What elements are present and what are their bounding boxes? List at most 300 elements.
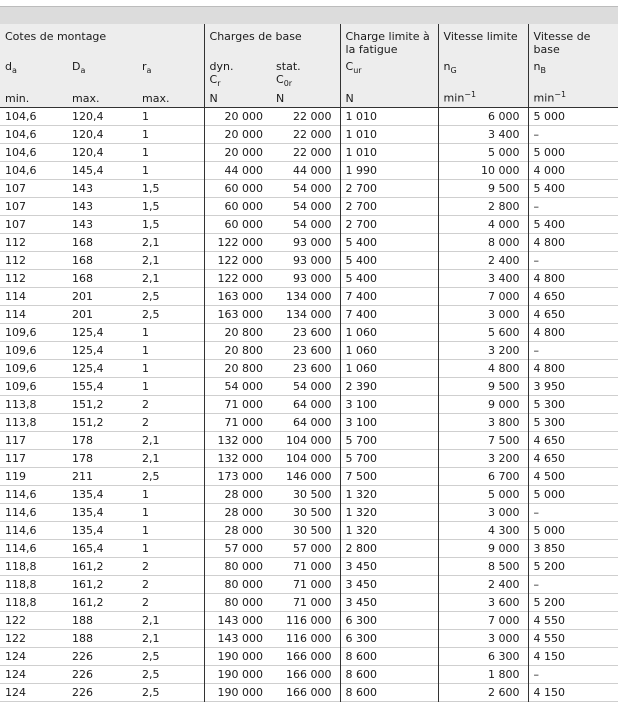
cell-c0r: 166 000 [286,649,332,663]
cell-cur: 1 320 [340,485,438,503]
sub-Da: $D_a$ [67,56,137,88]
cell-da: 124 [5,649,26,663]
cell-Da: 178 [72,451,93,465]
table-row [0,161,618,179]
cell-c0r: 116 000 [286,613,332,627]
cell-ng: 8 000 [438,233,528,251]
cell-cur: 3 100 [340,395,438,413]
cell-cr: 28 000 [204,521,271,539]
cell-cur: 1 990 [340,161,438,179]
sub-cur: $C_{ur}$ [340,56,438,88]
cell-ra: 1 [142,127,149,141]
cell-da: 104,6 [5,109,37,123]
cell-ng: 3 000 [438,503,528,521]
cell-ra: 1 [142,379,149,393]
cell-cur: 2 800 [340,539,438,557]
table-row [0,287,618,305]
cell-cur: 5 700 [340,431,438,449]
cell-c0r: 54 000 [293,379,332,393]
cell-ng: 9 000 [438,395,528,413]
unit-n-2: N [271,88,340,107]
cell-cur: 6 300 [340,629,438,647]
cell-Da: 151,2 [72,415,104,429]
cell-Da: 211 [72,469,93,483]
sub-stat: stat. $C_{0r}$ [271,56,340,88]
cell-nb: 4 150 [528,683,618,701]
cell-c0r: 134 000 [286,289,332,303]
cell-ra: 2,1 [142,253,160,267]
cell-da: 109,6 [5,325,37,339]
cell-da: 124 [5,685,26,699]
cell-ng: 8 500 [438,557,528,575]
table-row [0,593,618,611]
cell-ng: 3 200 [438,449,528,467]
cell-ra: 1 [142,487,149,501]
cell-ng: 2 400 [438,575,528,593]
cell-c0r: 54 000 [293,217,332,231]
cell-nb: 4 000 [528,161,618,179]
cell-ng: 9 000 [438,539,528,557]
cell-Da: 143 [72,181,93,195]
unit-max-2: max. [137,88,204,107]
cell-cur: 3 450 [340,575,438,593]
cell-cr: 122 000 [204,233,271,251]
cell-da: 109,6 [5,361,37,375]
cell-nb: 5 000 [528,485,618,503]
cell-c0r: 93 000 [293,271,332,285]
cell-da: 117 [5,451,26,465]
cell-cur: 2 700 [340,215,438,233]
cell-cur: 7 400 [340,287,438,305]
cell-ng: 4 800 [438,359,528,377]
cell-da: 124 [5,667,26,681]
cell-ng: 5 000 [438,143,528,161]
cell-nb: 5 200 [528,593,618,611]
table-row [0,431,618,449]
cell-Da: 145,4 [72,163,104,177]
cell-nb: 5 400 [528,215,618,233]
unit-max-1: max. [67,88,137,107]
cell-Da: 120,4 [72,109,104,123]
cell-Da: 135,4 [72,523,104,537]
header-speed-base: Vitesse de base [528,24,618,56]
cell-nb: – [528,341,618,359]
cell-c0r: 54 000 [293,181,332,195]
cell-ng: 9 500 [438,179,528,197]
cell-c0r: 22 000 [293,109,332,123]
cell-ng: 4 000 [438,215,528,233]
table-row [0,629,618,647]
cell-cr: 71 000 [204,413,271,431]
cell-Da: 155,4 [72,379,104,393]
cell-ra: 2,5 [142,685,160,699]
cell-cr: 60 000 [204,215,271,233]
cell-cr: 44 000 [204,161,271,179]
cell-cr: 80 000 [204,593,271,611]
cell-Da: 125,4 [72,325,104,339]
cell-c0r: 57 000 [293,541,332,555]
bearing-data-table [0,24,618,702]
cell-nb: 3 950 [528,377,618,395]
cell-cur: 3 450 [340,593,438,611]
cell-ng: 10 000 [438,161,528,179]
cell-nb: 4 500 [528,467,618,485]
cell-Da: 151,2 [72,397,104,411]
cell-nb: 4 650 [528,287,618,305]
cell-cur: 3 450 [340,557,438,575]
cell-cur: 7 500 [340,467,438,485]
cell-cr: 132 000 [204,431,271,449]
cell-ra: 2,1 [142,631,160,645]
cell-c0r: 134 000 [286,307,332,321]
cell-cr: 122 000 [204,251,271,269]
header-loads: Charges de base [204,24,340,56]
cell-cr: 190 000 [204,683,271,701]
cell-da: 112 [5,271,26,285]
cell-cur: 2 700 [340,197,438,215]
cell-ng: 3 400 [438,125,528,143]
cell-c0r: 93 000 [293,253,332,267]
cell-da: 117 [5,433,26,447]
cell-da: 114,6 [5,505,37,519]
cell-da: 107 [5,181,26,195]
table-row [0,485,618,503]
table-row [0,395,618,413]
cell-cr: 60 000 [204,179,271,197]
cell-cur: 5 400 [340,251,438,269]
cell-ra: 1 [142,361,149,375]
cell-ra: 1,5 [142,217,160,231]
cell-ra: 2 [142,397,149,411]
header-speed-limit: Vitesse limite [438,24,528,56]
cell-cur: 8 600 [340,647,438,665]
cell-Da: 161,2 [72,595,104,609]
cell-Da: 165,4 [72,541,104,555]
cell-ng: 2 600 [438,683,528,701]
cell-ng: 7 000 [438,287,528,305]
cell-ra: 2,5 [142,649,160,663]
unit-rpm-1: $\min^{-1}$ [438,88,528,107]
cell-cr: 173 000 [204,467,271,485]
table-row [0,467,618,485]
table-row [0,143,618,161]
cell-ng: 3 600 [438,593,528,611]
cell-ng: 3 800 [438,413,528,431]
cell-c0r: 104 000 [286,451,332,465]
cell-da: 114,6 [5,523,37,537]
cell-ng: 2 800 [438,197,528,215]
table-row [0,683,618,701]
cell-da: 114 [5,307,26,321]
cell-cur: 5 700 [340,449,438,467]
cell-ra: 2,1 [142,613,160,627]
cell-da: 113,8 [5,397,37,411]
cell-nb: 5 300 [528,413,618,431]
cell-Da: 120,4 [72,145,104,159]
sub-ng: $n_G$ [438,56,528,88]
cell-ng: 5 600 [438,323,528,341]
cell-c0r: 30 500 [293,505,332,519]
cell-ra: 2,5 [142,289,160,303]
cell-c0r: 30 500 [293,487,332,501]
cell-nb: 4 800 [528,233,618,251]
cell-cr: 20 800 [204,323,271,341]
table-row [0,107,618,125]
cell-ra: 2,5 [142,667,160,681]
cell-nb: 4 650 [528,449,618,467]
cell-cr: 190 000 [204,647,271,665]
cell-c0r: 166 000 [286,685,332,699]
cell-nb: – [528,251,618,269]
cell-da: 104,6 [5,163,37,177]
cell-c0r: 30 500 [293,523,332,537]
table-row [0,125,618,143]
cell-Da: 125,4 [72,343,104,357]
table-row [0,449,618,467]
cell-ng: 1 800 [438,665,528,683]
cell-cur: 1 010 [340,107,438,125]
table-header-strip [0,6,618,24]
cell-da: 122 [5,631,26,645]
cell-ng: 9 500 [438,377,528,395]
cell-c0r: 93 000 [293,235,332,249]
unit-min: min. [0,88,67,107]
cell-c0r: 104 000 [286,433,332,447]
cell-c0r: 23 600 [293,343,332,357]
cell-da: 104,6 [5,127,37,141]
cell-ra: 2 [142,577,149,591]
table-row [0,323,618,341]
cell-cur: 5 400 [340,233,438,251]
cell-ng: 6 700 [438,467,528,485]
cell-cur: 3 100 [340,413,438,431]
cell-ra: 2 [142,415,149,429]
cell-da: 114,6 [5,541,37,555]
table-row [0,341,618,359]
cell-ra: 2,1 [142,451,160,465]
cell-c0r: 54 000 [293,199,332,213]
cell-cur: 1 060 [340,341,438,359]
cell-cur: 5 400 [340,269,438,287]
cell-cur: 1 060 [340,359,438,377]
cell-nb: 4 650 [528,305,618,323]
cell-Da: 226 [72,685,93,699]
cell-c0r: 22 000 [293,145,332,159]
cell-Da: 143 [72,217,93,231]
cell-ra: 2 [142,595,149,609]
unit-rpm-2: $\min^{-1}$ [528,88,618,107]
cell-ra: 2,5 [142,469,160,483]
sub-ra: $r_a$ [137,56,204,88]
cell-Da: 168 [72,253,93,267]
cell-da: 107 [5,217,26,231]
cell-ng: 3 200 [438,341,528,359]
table-row [0,647,618,665]
cell-cr: 80 000 [204,575,271,593]
cell-da: 104,6 [5,145,37,159]
cell-ra: 2,1 [142,433,160,447]
table-row [0,215,618,233]
cell-c0r: 64 000 [293,415,332,429]
cell-cr: 20 000 [204,143,271,161]
cell-Da: 226 [72,667,93,681]
cell-cr: 60 000 [204,197,271,215]
cell-cr: 143 000 [204,629,271,647]
cell-ra: 2,1 [142,235,160,249]
header-mounting: Cotes de montage [0,24,204,56]
cell-Da: 143 [72,199,93,213]
cell-cr: 190 000 [204,665,271,683]
unit-n-3: N [340,88,438,107]
table-row [0,197,618,215]
cell-ng: 4 300 [438,521,528,539]
cell-nb: – [528,665,618,683]
cell-cr: 20 000 [204,107,271,125]
cell-cr: 28 000 [204,503,271,521]
header-fatigue: Charge limite à la fatigue [340,24,438,56]
cell-ng: 6 300 [438,647,528,665]
cell-ra: 1 [142,145,149,159]
cell-nb: 5 000 [528,143,618,161]
table-body [0,107,618,701]
table-row [0,305,618,323]
cell-cur: 1 010 [340,125,438,143]
cell-ra: 2 [142,559,149,573]
cell-ng: 6 000 [438,107,528,125]
cell-cur: 1 320 [340,521,438,539]
cell-ra: 1 [142,325,149,339]
table-row [0,611,618,629]
cell-nb: 5 000 [528,107,618,125]
cell-cur: 2 700 [340,179,438,197]
cell-ra: 1 [142,523,149,537]
cell-nb: 4 550 [528,629,618,647]
cell-c0r: 71 000 [293,595,332,609]
cell-ng: 7 500 [438,431,528,449]
cell-Da: 201 [72,307,93,321]
cell-ng: 2 400 [438,251,528,269]
cell-nb: 4 800 [528,269,618,287]
cell-da: 109,6 [5,379,37,393]
table-row [0,521,618,539]
table-row [0,269,618,287]
cell-ra: 1,5 [142,199,160,213]
cell-cr: 132 000 [204,449,271,467]
cell-da: 113,8 [5,415,37,429]
cell-ng: 7 000 [438,611,528,629]
cell-ra: 1 [142,505,149,519]
cell-da: 118,8 [5,577,37,591]
cell-Da: 201 [72,289,93,303]
cell-nb: 4 650 [528,431,618,449]
cell-nb: 5 200 [528,557,618,575]
cell-nb: – [528,503,618,521]
cell-da: 114 [5,289,26,303]
sub-da: $d_a$ [0,56,67,88]
cell-c0r: 116 000 [286,631,332,645]
cell-da: 118,8 [5,595,37,609]
cell-ra: 1 [142,541,149,555]
cell-ra: 1,5 [142,181,160,195]
table-row [0,575,618,593]
table-row [0,665,618,683]
cell-da: 109,6 [5,343,37,357]
table-row [0,413,618,431]
cell-ra: 2,5 [142,307,160,321]
cell-c0r: 71 000 [293,559,332,573]
cell-cur: 7 400 [340,305,438,323]
cell-ng: 3 000 [438,305,528,323]
cell-cr: 71 000 [204,395,271,413]
cell-ra: 1 [142,343,149,357]
table-row [0,503,618,521]
cell-c0r: 44 000 [293,163,332,177]
cell-cur: 8 600 [340,665,438,683]
cell-c0r: 166 000 [286,667,332,681]
sub-dyn: dyn. $C_r$ [204,56,271,88]
cell-Da: 135,4 [72,505,104,519]
cell-c0r: 23 600 [293,325,332,339]
cell-Da: 135,4 [72,487,104,501]
cell-ng: 5 000 [438,485,528,503]
cell-Da: 178 [72,433,93,447]
cell-da: 114,6 [5,487,37,501]
cell-cur: 8 600 [340,683,438,701]
cell-nb: – [528,125,618,143]
cell-da: 118,8 [5,559,37,573]
cell-cr: 80 000 [204,557,271,575]
cell-Da: 226 [72,649,93,663]
cell-ng: 3 000 [438,629,528,647]
cell-ng: 3 400 [438,269,528,287]
cell-c0r: 71 000 [293,577,332,591]
cell-Da: 161,2 [72,559,104,573]
cell-cur: 1 320 [340,503,438,521]
cell-da: 107 [5,199,26,213]
cell-Da: 168 [72,271,93,285]
cell-da: 112 [5,235,26,249]
cell-cr: 143 000 [204,611,271,629]
table-row [0,251,618,269]
cell-cur: 1 010 [340,143,438,161]
cell-cur: 1 060 [340,323,438,341]
cell-nb: 4 800 [528,359,618,377]
cell-cur: 2 390 [340,377,438,395]
cell-Da: 188 [72,613,93,627]
cell-da: 112 [5,253,26,267]
cell-ra: 1 [142,109,149,123]
cell-ra: 1 [142,163,149,177]
cell-nb: 4 550 [528,611,618,629]
cell-cr: 20 800 [204,359,271,377]
cell-c0r: 146 000 [286,469,332,483]
cell-da: 119 [5,469,26,483]
table-row [0,377,618,395]
sub-nb: $n_B$ [528,56,618,88]
cell-nb: 5 300 [528,395,618,413]
cell-cr: 163 000 [204,305,271,323]
cell-ra: 2,1 [142,271,160,285]
cell-Da: 120,4 [72,127,104,141]
cell-nb: – [528,575,618,593]
cell-c0r: 23 600 [293,361,332,375]
cell-cr: 122 000 [204,269,271,287]
cell-Da: 125,4 [72,361,104,375]
cell-cr: 20 000 [204,125,271,143]
table-row [0,557,618,575]
cell-c0r: 64 000 [293,397,332,411]
cell-nb: 4 150 [528,647,618,665]
